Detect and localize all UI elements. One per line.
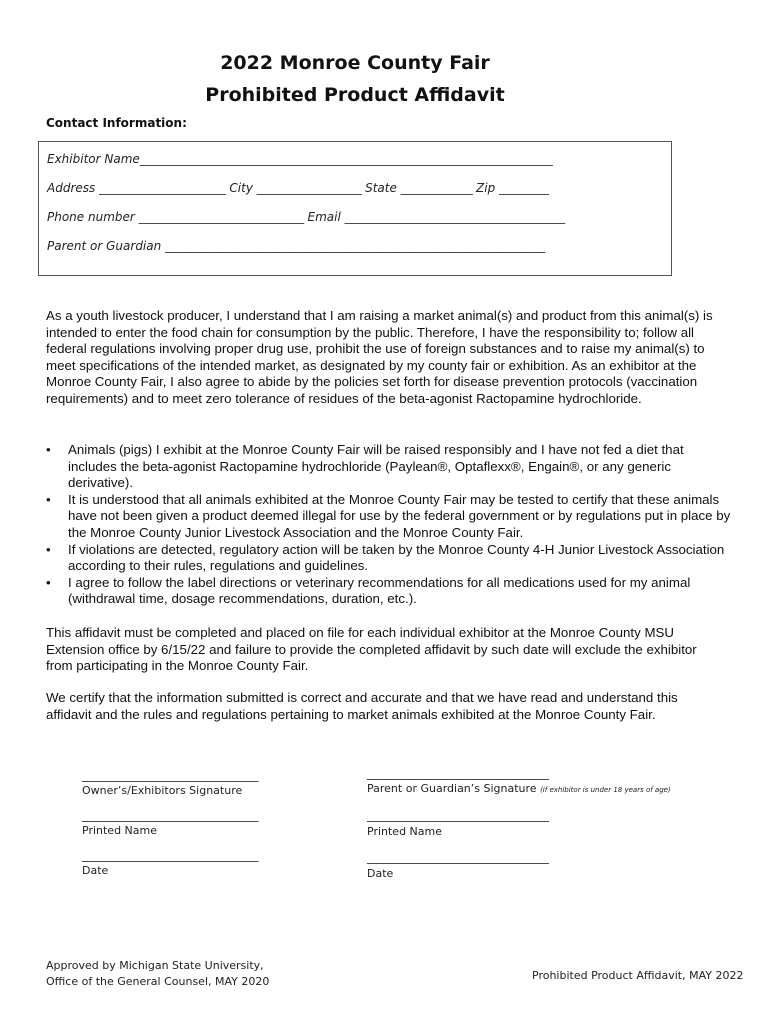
owner-signature-label: Owner’s/Exhibitors Signature — [82, 784, 243, 797]
exhibitor-name-row[interactable]: Exhibitor Name___________________________________________________________________________ — [47, 152, 553, 166]
date-right-label: Date — [367, 867, 394, 880]
deadline-paragraph: This affidavit must be completed and placed on file for each individual exhibitor at the Monroe County MSU Extension office by 6/15/22 and failure to provide the completed affidavit by such date will exclude the exhibitor from participating in the Monroe County Fair. — [46, 625, 697, 674]
printed-name-right-line[interactable]: _________________________________ — [367, 808, 549, 822]
owner-signature-line[interactable]: ________________________________ — [82, 768, 258, 782]
phone-label: Phone number — [47, 210, 135, 224]
date-left-label: Date — [82, 864, 109, 877]
requirements-list — [46, 442, 736, 608]
city-label: City — [229, 181, 253, 195]
footer-approval: Approved by Michigan State University, Office of the General Counsel, MAY 2020 — [46, 959, 270, 988]
list-item: • I agree to follow the label directions or veterinary recommendations for all medications used for my animal (withdrawal time, dosage recommendations, duration, etc.). — [46, 574, 691, 607]
date-right-line[interactable]: _________________________________ — [367, 850, 549, 864]
title-line-2: Prohibited Product Affidavit — [205, 84, 505, 106]
state-label: State — [365, 181, 397, 195]
list-item: • It is understood that all animals exhibited at the Monroe County Fair may be tested to certify that these animals have not been given a product deemed illegal for use by the federal government or by regulations put in place by the Monroe County Junior Livestock Association and the Monroe County Fair. — [46, 491, 731, 540]
certification-paragraph: We certify that the information submitted is correct and accurate and that we have read and understand this affidavit and the rules and regulations pertaining to market animals exhibited at the Monroe County Fair. — [46, 690, 678, 722]
email-label: Email — [307, 210, 341, 224]
address-row[interactable]: Address _______________________ City ___________________ State _____________ Zip _________ — [47, 181, 549, 195]
list-item: • Animals (pigs) I exhibit at the Monroe County Fair will be raised responsibly and I have not fed a diet that includes the beta-agonist Ractopamine hydrochloride (Paylean®, Optaflexx®, Engain®, or any generic derivative). — [46, 442, 684, 491]
zip-label: Zip — [476, 181, 496, 195]
printed-name-left-label: Printed Name — [82, 824, 158, 837]
contact-info-box — [38, 141, 672, 276]
footer-document-name: Prohibited Product Affidavit, MAY 2022 — [532, 969, 744, 982]
contact-info-label: Contact Information: — [46, 116, 187, 130]
address-label: Address — [47, 181, 96, 195]
parent-guardian-row[interactable]: Parent or Guardian _____________________________________________________________________ — [47, 239, 545, 253]
parent-signature-note: (if exhibitor is under 18 years of age) — [540, 786, 671, 794]
title-line-1: 2022 Monroe County Fair — [220, 52, 490, 74]
responsibility-paragraph: As a youth livestock producer, I understand that I am raising a market animal(s) and product from this animal(s) is intended to enter the food chain for consumption by the public. Therefore, I have the responsibility to; follow all federal regulations involving proper drug use, prohibit the use of foreign substances and to raise my animal(s) to meet specifications of the intended market, as designated by my county fair or exhibition. As an exhibitor at the Monroe County Fair, I also agree to abide by the policies set forth for disease prevention protocols (vaccination requirements) and to meet zero tolerance of residues of the beta-agonist Ractopamine hydrochloride. — [46, 308, 713, 406]
bullet-glyph: • — [46, 541, 51, 557]
list-item: • If violations are detected, regulatory action will be taken by the Monroe County 4-H Junior Livestock Association according to their rules, regulations and guidelines. — [46, 541, 725, 574]
printed-name-right-label: Printed Name — [367, 825, 443, 838]
bullet-glyph: • — [46, 491, 51, 507]
parent-signature-line[interactable]: _________________________________ — [367, 766, 549, 780]
phone-email-row[interactable]: Phone number ______________________________ Email ________________________________________ — [47, 210, 565, 224]
exhibitor-name-label: Exhibitor Name — [47, 152, 140, 166]
parent-guardian-label: Parent or Guardian — [47, 239, 162, 253]
parent-signature-label: Parent or Guardian’s Signature (if exhibitor is under 18 years of age) — [367, 782, 671, 795]
printed-name-left-line[interactable]: ________________________________ — [82, 808, 258, 822]
bullet-glyph: • — [46, 442, 51, 457]
bullet-glyph: • — [46, 574, 51, 590]
date-left-line[interactable]: ________________________________ — [82, 848, 258, 862]
